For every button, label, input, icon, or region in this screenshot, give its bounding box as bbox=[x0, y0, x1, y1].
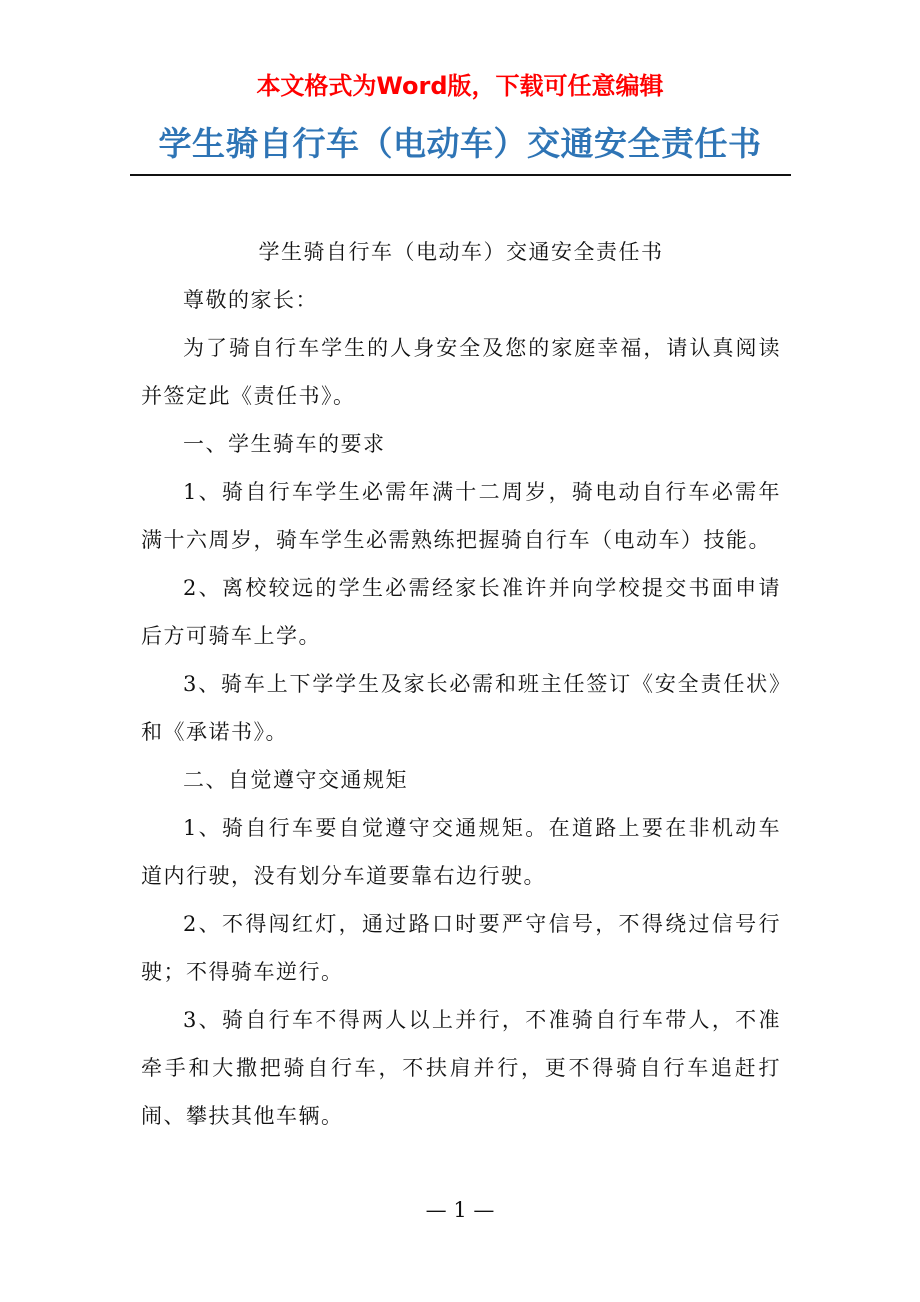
paragraph-rule-3: 3、骑自行车不得两人以上并行，不准骑自行车带人，不准牵手和大撒把骑自行车，不扶肩并行，更不得骑自行车追赶打闹、攀扶其他车辆。 bbox=[141, 1008, 781, 1128]
paragraph-requirement-3: 3、骑车上下学学生及家长必需和班主任签订《安全责任状》和《承诺书》。 bbox=[141, 672, 781, 744]
body-title: 学生骑自行车（电动车）交通安全责任书 bbox=[258, 240, 664, 264]
paragraph-requirement-1: 1、骑自行车学生必需年满十二周岁，骑电动自行车必需年满十六周岁，骑车学生必需熟练把握骑自行车（电动车）技能。 bbox=[141, 480, 781, 552]
paragraph-rule-2: 2、不得闯红灯，通过路口时要严守信号，不得绕过信号行驶；不得骑车逆行。 bbox=[141, 912, 781, 984]
document-heading: 学生骑自行车（电动车）交通安全责任书 bbox=[158, 124, 762, 163]
section-heading-traffic-rules: 二、自觉遵守交通规矩 bbox=[183, 768, 408, 792]
paragraph-intro: 为了骑自行车学生的人身安全及您的家庭幸福，请认真阅读并签定此《责任书》。 bbox=[141, 336, 781, 408]
heading-divider bbox=[130, 174, 791, 176]
salutation: 尊敬的家长： bbox=[183, 288, 318, 312]
paragraph-rule-1: 1、骑自行车要自觉遵守交通规矩。在道路上要在非机动车道内行驶，没有划分车道要靠右边行驶。 bbox=[141, 816, 781, 888]
paragraph-requirement-2: 2、离校较远的学生必需经家长准许并向学校提交书面申请后方可骑车上学。 bbox=[141, 576, 781, 648]
format-notice-banner: 本文格式为Word版，下载可任意编辑 bbox=[256, 72, 664, 100]
page-number: — 1 — bbox=[425, 1198, 495, 1222]
section-heading-riding-requirements: 一、学生骑车的要求 bbox=[183, 432, 386, 456]
document-body bbox=[141, 228, 781, 1140]
